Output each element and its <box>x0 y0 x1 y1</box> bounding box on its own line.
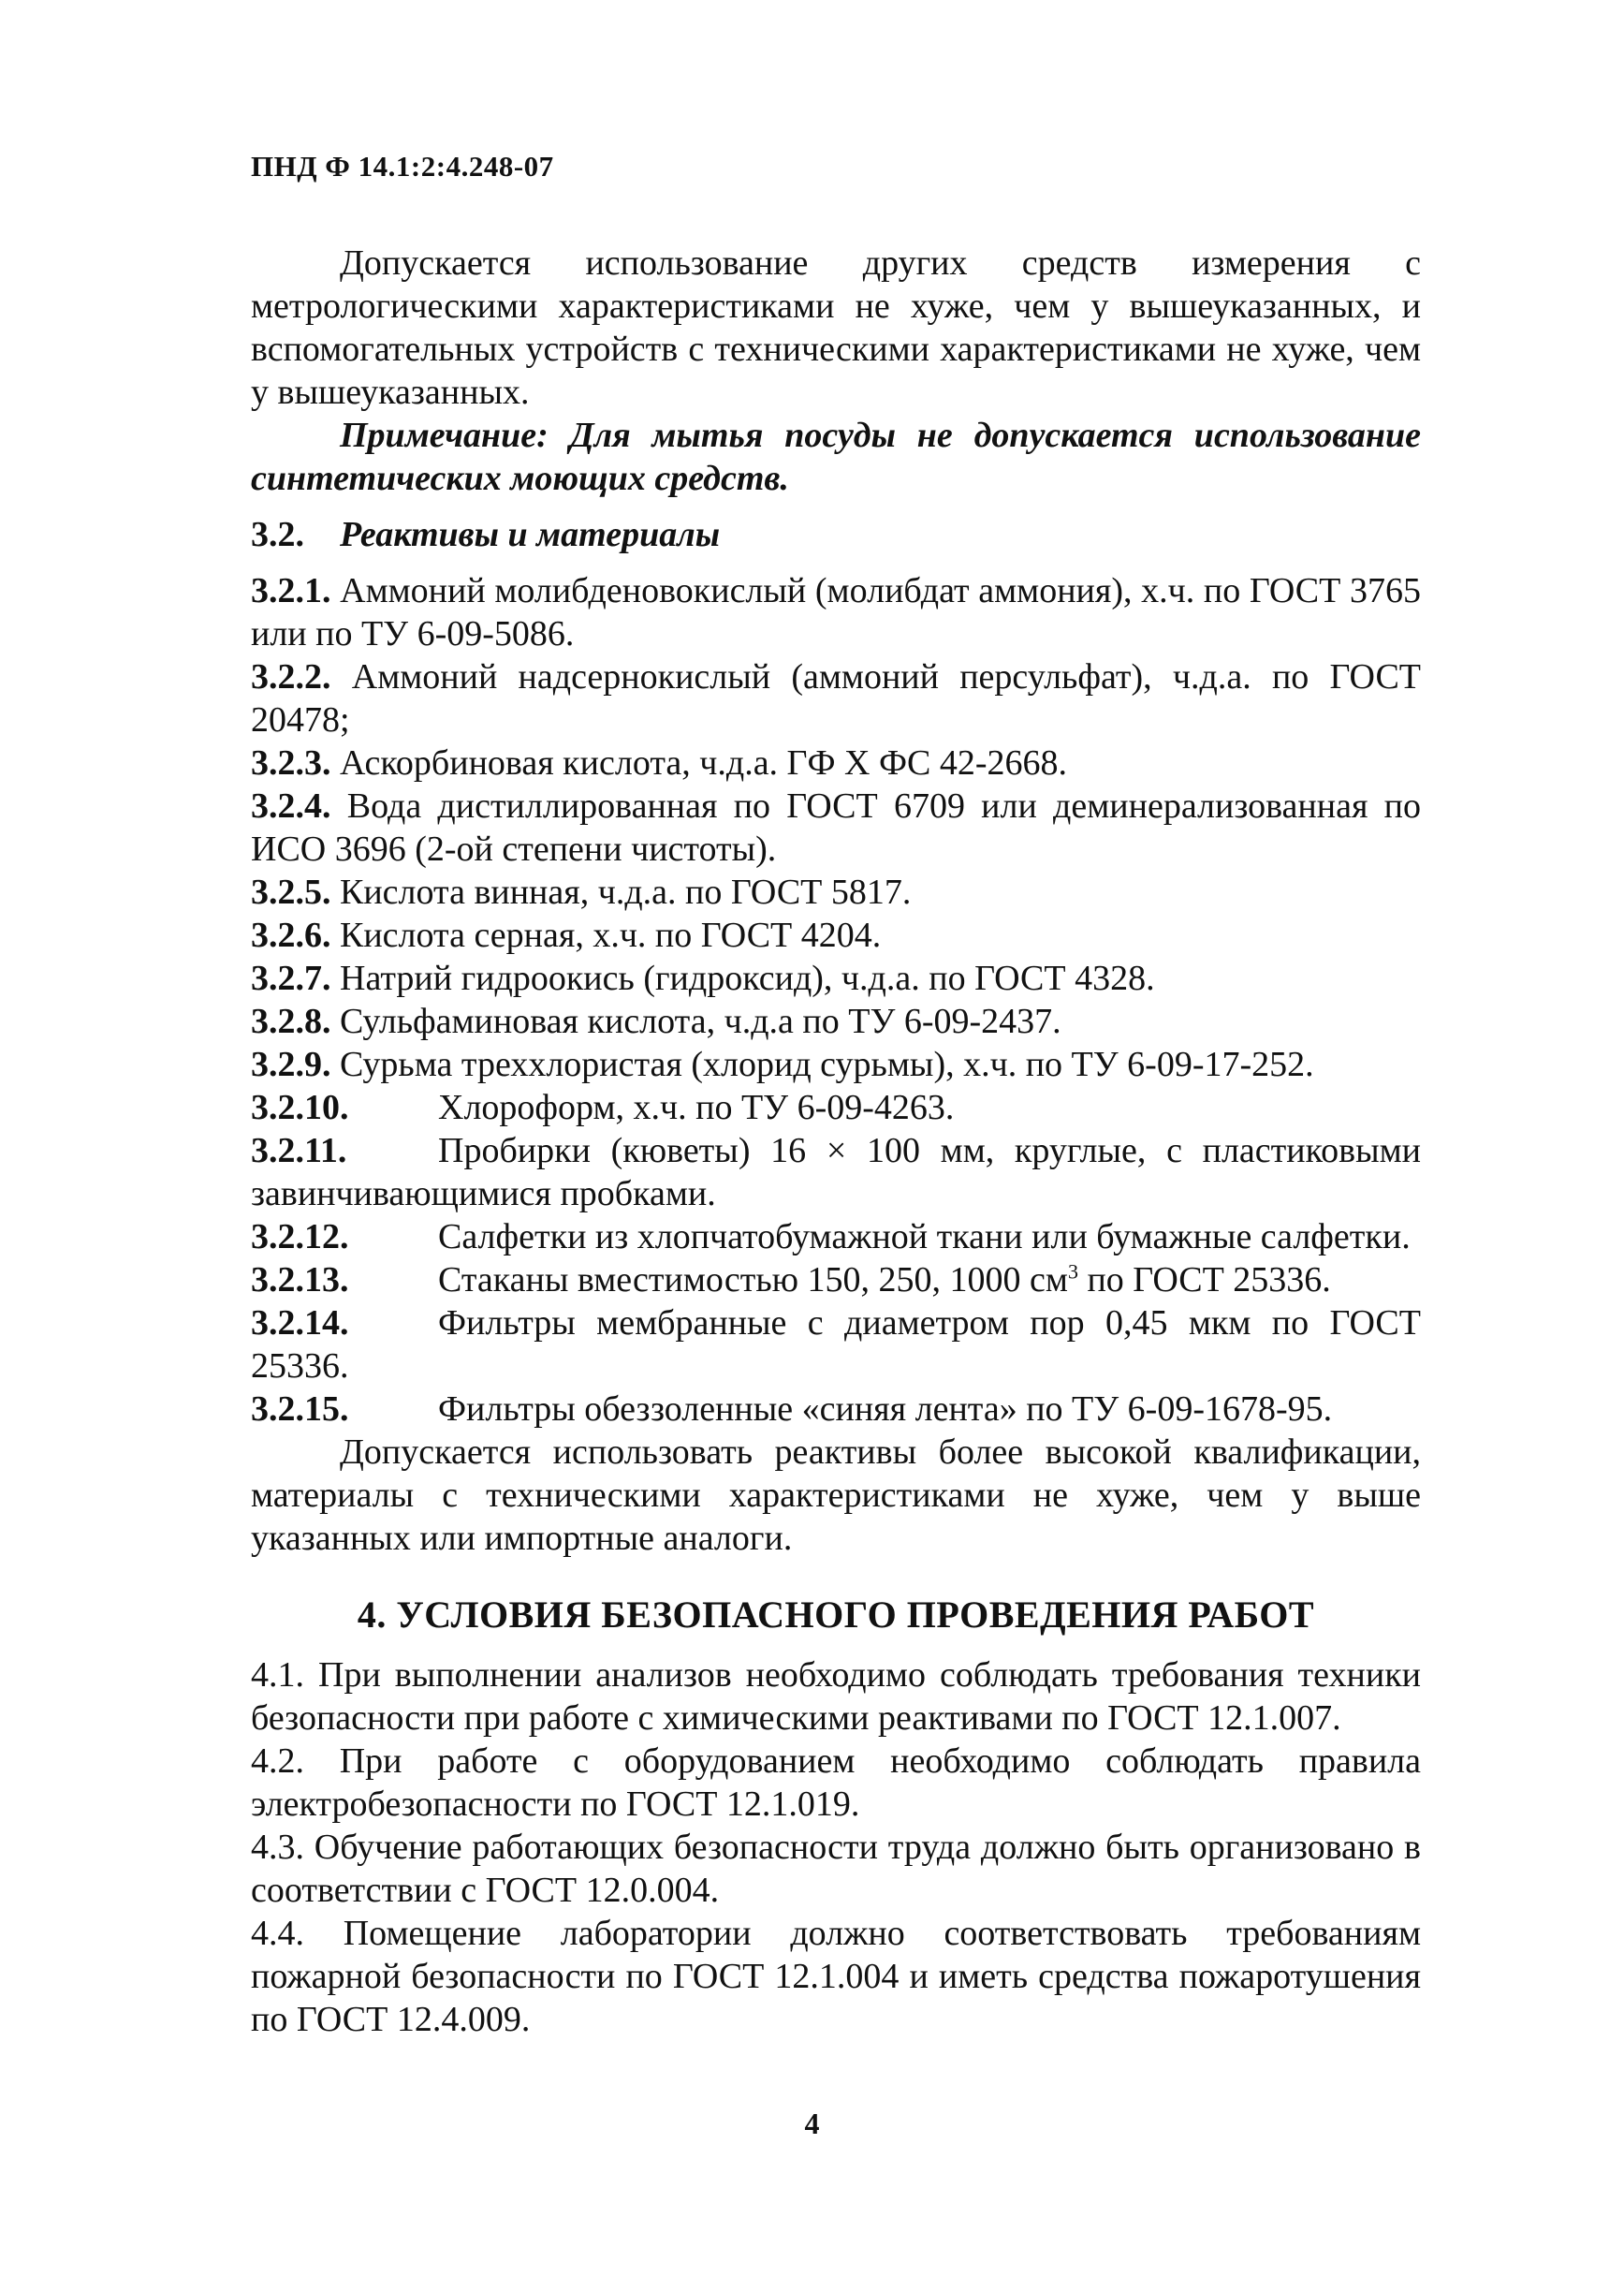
intro-paragraph: Допускается использование других средств измерения с метрологическими характеристиками не хуже, чем у вышеуказанных, и вспомогательных устройств с техническими характеристиками не хуже, чем у вышеуказанных. <box>251 243 1421 412</box>
reagent-list <box>251 569 1421 1431</box>
list-item: 4.1. При выполнении анализов необходимо соблюдать требования техники безопасности при работе с химическими реактивами по ГОСТ 12.1.007. <box>251 1655 1421 1738</box>
list-item: 3.2.6. Кислота серная, х.ч. по ГОСТ 4204. <box>251 916 882 955</box>
list-item: 3.2.2. Аммоний надсернокислый (аммоний персульфат), ч.д.а. по ГОСТ 20478; <box>251 657 1422 740</box>
note-label: Примечание: <box>340 416 549 455</box>
section-title: Реактивы и материалы <box>340 515 721 554</box>
note-paragraph <box>251 414 1421 500</box>
section-3-2-heading <box>251 513 1421 556</box>
list-item: 3.2.11. Пробирки (кюветы) 16 × 100 мм, круглые, с пластиковыми завинчивающимися пробками. <box>251 1131 1421 1213</box>
section-number: 3.2. <box>251 515 304 554</box>
allowance-paragraph: Допускается использовать реактивы более высокой квалификации, материалы с техническими характеристиками не хуже, чем у выше указанных или импортные аналоги. <box>251 1432 1421 1558</box>
content-column <box>251 242 1421 2041</box>
page-number: 4 <box>804 2107 820 2140</box>
list-item: 3.2.9. Сурьма треххлористая (хлорид сурьмы), х.ч. по ТУ 6-09-17-252. <box>251 1045 1314 1084</box>
list-item: 4.3. Обучение работающих безопасности труда должно быть организовано в соответствии с ГОСТ 12.0.004. <box>251 1828 1421 1910</box>
list-item: 3.2.5. Кислота винная, ч.д.а. по ГОСТ 5817. <box>251 873 912 912</box>
list-item: 3.2.14. Фильтры мембранные с диаметром пор 0,45 мкм по ГОСТ 25336. <box>251 1303 1421 1386</box>
list-item: 3.2.8. Сульфаминовая кислота, ч.д.а по ТУ 6-09-2437. <box>251 1002 1061 1041</box>
list-item: 3.2.12. Салфетки из хлопчатобумажной ткани или бумажные салфетки. <box>251 1217 1411 1256</box>
list-item: 3.2.7. Натрий гидроокись (гидроксид), ч.д.а. по ГОСТ 4328. <box>251 959 1155 998</box>
section-4-heading: 4. УСЛОВИЯ БЕЗОПАСНОГО ПРОВЕДЕНИЯ РАБОТ <box>357 1593 1315 1636</box>
list-item: 3.2.4. Вода дистиллированная по ГОСТ 6709 или деминерализованная по ИСО 3696 (2-ой степени чистоты). <box>251 786 1421 869</box>
document-header: ПНД Ф 14.1:2:4.248-07 <box>251 150 554 183</box>
list-item: 4.2. При работе с оборудованием необходимо соблюдать правила электробезопасности по ГОСТ 12.1.019. <box>251 1741 1421 1824</box>
list-item: 3.2.15. Фильтры обеззоленные «синяя лента» по ТУ 6-09-1678-95. <box>251 1389 1333 1429</box>
list-item: 3.2.1. Аммоний молибденовокислый (молибдат аммония), х.ч. по ГОСТ 3765 или по ТУ 6-09-5086. <box>251 571 1421 654</box>
list-item: 3.2.10. Хлороформ, х.ч. по ТУ 6-09-4263. <box>251 1088 955 1127</box>
safety-list <box>251 1653 1421 2041</box>
list-item: 3.2.3. Аскорбиновая кислота, ч.д.а. ГФ X ФС 42-2668. <box>251 743 1068 783</box>
superscript: 3 <box>1067 1259 1078 1284</box>
note-text: Для мытья посуды не допускается использование синтетических моющих средств. <box>251 416 1422 498</box>
list-item: 3.2.13. Стаканы вместимостью 150, 250, 1000 $см^3$ по ГОСТ 25336. <box>251 1259 1331 1300</box>
list-item: 4.4. Помещение лаборатории должно соответствовать требованиям пожарной безопасности по ГОСТ 12.1.004 и иметь средства пожаротушения по ГОСТ 12.4.009. <box>251 1914 1421 2039</box>
